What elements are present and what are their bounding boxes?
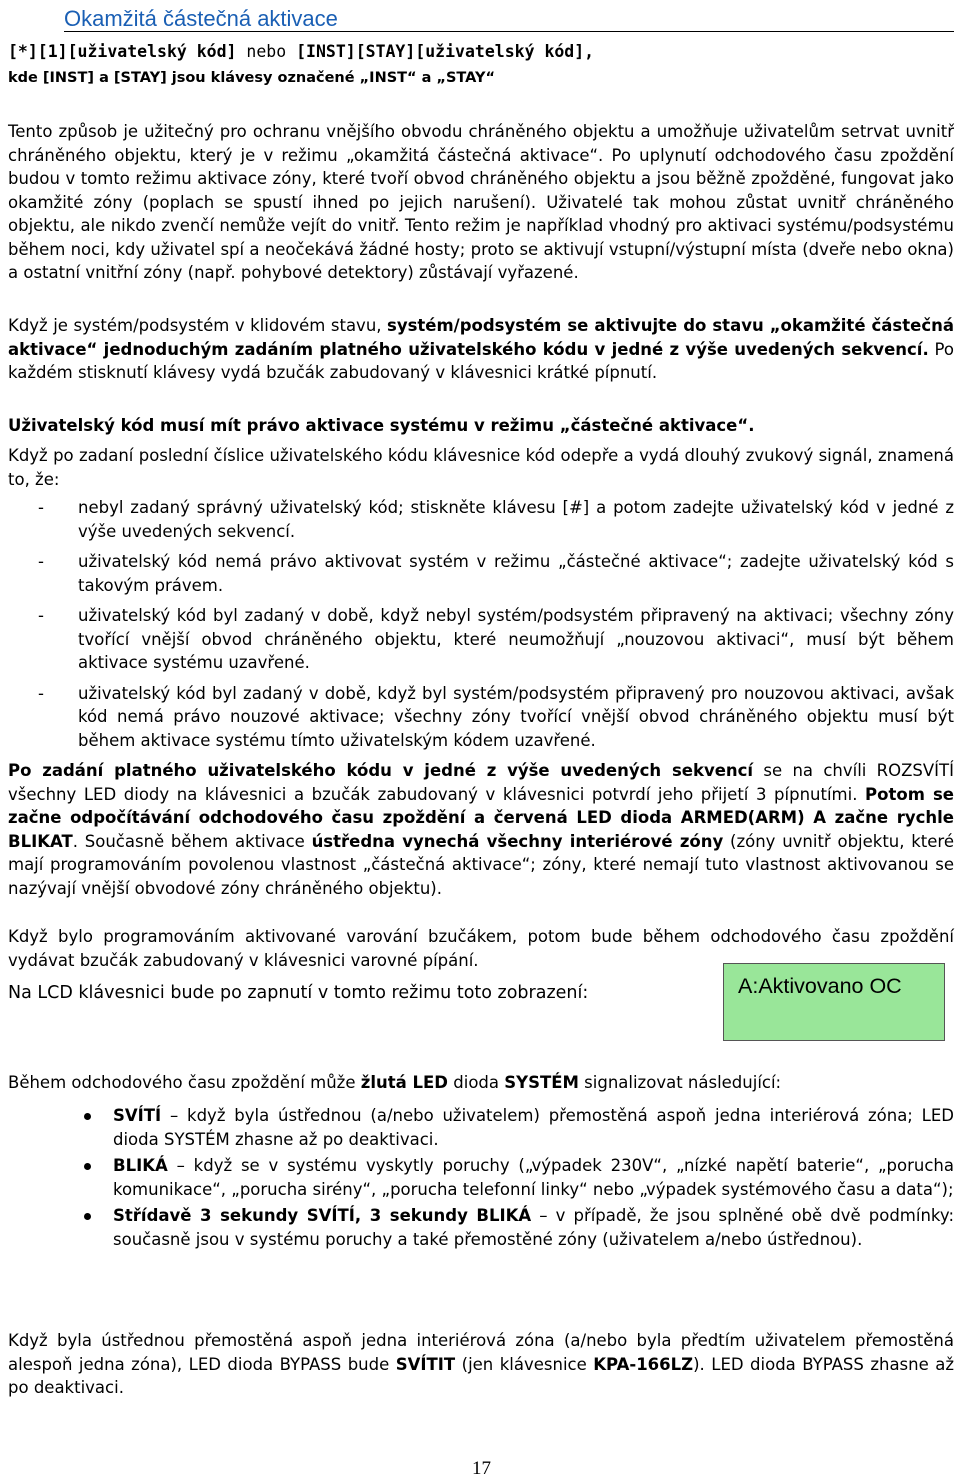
- activation-paragraph: [8, 314, 954, 385]
- list-item: [8, 604, 954, 675]
- confirmation-paragraph: [8, 759, 954, 900]
- rights-paragraph: [8, 414, 954, 438]
- bypass-text-a: Když byla ústřednou přemostěná aspoň jedna interiérová zóna (a/nebo byla předtím uživatelem přemostěná alespoň jedna zóna), LED dioda BYPASS bude: [8, 1331, 954, 1374]
- activation-text: [8, 314, 954, 385]
- lcd-display-text: A:Aktivovano OC: [738, 974, 902, 998]
- list-item: [8, 1204, 954, 1252]
- confirmation-text: [8, 759, 954, 900]
- led-system-bold-b: žlutá LED: [360, 1073, 449, 1092]
- list-item: [8, 550, 954, 597]
- led-system-text-c: dioda: [448, 1073, 505, 1092]
- list-item-text: uživatelský kód nemá právo aktivovat systém v režimu „částečné aktivace“; zadejte uživatelský kód s takovým právem.: [78, 552, 954, 595]
- bypass-text: [8, 1329, 954, 1400]
- lcd-display: [723, 963, 945, 1041]
- bullet-text: – když byla ústřednou (a/nebo uživatelem) přemostěná aspoň jedna interiérová zóna; LED dioda SYSTÉM zhasne až po deaktivaci.: [113, 1106, 954, 1149]
- intro-text: Tento způsob je užitečný pro ochranu vnějšího obvodu chráněného objektu a umožňuje uživatelům setrvat uvnitř chráněného objektu, který je v režimu „okamžitá částečná aktivace“. Po uplynutí odchodového času zpoždění budou v tomto režimu aktivace zóny, které tvoří obvod chráněného objektu a jsou běžně zpožděné, fungovat jako okamžité zóny (poplach se spustí ihned po jejich narušení). Uživatelé tak mohou zůstat uvnitř chráněného objektu, ale nikdo zvenčí nemůže vejít do vnitř. Tento režim je například vhodný pro aktivaci systému/podsystému během noci, kdy uživatel spí a neočekává žádné hosty; proto se aktivují vstupní/výstupní místa (dveře nebo okna) a ostatní vnitřní zóny (např. pohybové detektory) zůstávají vyřazené.: [8, 122, 954, 282]
- bullet-icon: [84, 1213, 91, 1220]
- list-item-text: uživatelský kód byl zadaný v době, když nebyl systém/podsystém připravený na aktivaci; všechny zóny tvořící vnější obvod chráněného objektu, které neumožňují „nouzovou aktivaci“, musí být během aktivace systému uzavřené.: [78, 606, 954, 672]
- bullet-bold: SVÍTÍ: [113, 1106, 162, 1125]
- led-system-text-e: signalizovat následující:: [578, 1073, 782, 1092]
- command-or: nebo: [236, 42, 297, 61]
- bullet-icon: [84, 1163, 91, 1170]
- command-seq-1: [*][1][uživatelský kód]: [8, 42, 237, 61]
- led-system-paragraph: [8, 1071, 954, 1095]
- page-number: 17: [472, 1458, 491, 1479]
- section-title: Okamžitá částečná aktivace: [64, 6, 338, 31]
- led-system-bold-d: SYSTÉM: [504, 1073, 579, 1092]
- command-sequence: [8, 42, 594, 61]
- command-seq-2: [INST][STAY][uživatelský kód],: [296, 42, 595, 61]
- confirmation-text-b: se na chvíli ROZSVÍTÍ všechny LED diody na klávesnici a bzučák zabudovaný v klávesnici potvrdí jeho přijetí 3 pípnutími.: [8, 761, 954, 804]
- keys-note: kde [INST] a [STAY] jsou klávesy označené „INST“ a „STAY“: [8, 70, 496, 86]
- rejection-paragraph: [8, 444, 954, 491]
- buzzer-text: Když bylo programováním aktivované varování bzučákem, potom bude během odchodového času zpoždění vydávat bzučák zabudovaný v klávesnici varovné pípání.: [8, 927, 954, 970]
- dash-marker: -: [38, 606, 44, 625]
- rights-text-bold: Uživatelský kód musí mít právo aktivace systému v režimu „částečné aktivace“.: [8, 416, 755, 435]
- dash-marker: -: [38, 498, 44, 517]
- list-item: [8, 682, 954, 753]
- bypass-text-c: (jen klávesnice: [455, 1354, 594, 1374]
- bullet-icon: [84, 1113, 91, 1120]
- heading-underline: [64, 31, 954, 32]
- bypass-bold-d: KPA-166LZ: [593, 1354, 694, 1374]
- intro-paragraph: [8, 120, 954, 285]
- bypass-text-e: ). LED dioda BYPASS zhasne až po deaktivaci.: [8, 1354, 954, 1397]
- rejection-reasons-list: [8, 496, 954, 759]
- led-states-list: [8, 1104, 954, 1254]
- bullet-text: – v případě, že jsou splněné obě dvě podmínky: současně jsou v systému poruchy a také přemostěné zóny (uživatelem a/nebo ústřednou).: [113, 1206, 954, 1249]
- rights-text: [8, 414, 954, 438]
- lcd-intro-text: Na LCD klávesnici bude po zapnutí v tomto režimu toto zobrazení:: [8, 983, 589, 1003]
- list-item: [8, 496, 954, 543]
- led-system-text: [8, 1071, 954, 1095]
- list-item: [8, 1104, 954, 1152]
- bullet-text: – když se v systému vyskytly poruchy („výpadek 230V“, „nízké napětí baterie“, „porucha komunikace“, „porucha sirény“, „porucha telefonní linky“ nebo „výpadek systémového času a data“);: [113, 1156, 954, 1199]
- led-system-text-a: Během odchodového času zpoždění může: [8, 1073, 361, 1092]
- dash-marker: -: [38, 683, 44, 703]
- bullet-bold: BLIKÁ: [113, 1156, 168, 1175]
- activation-text-a: Když je systém/podsystém v klidovém stavu,: [8, 316, 388, 335]
- dash-marker: -: [38, 552, 44, 571]
- confirmation-bold-c: Potom se začne odpočítávání odchodového času zpoždění a červená LED dioda ARMED(ARM) A začne rychle BLIKAT: [8, 784, 954, 851]
- section-heading-row: [8, 0, 954, 34]
- confirmation-text-d: . Současně během aktivace: [72, 831, 312, 851]
- confirmation-bold-a: Po zadání platného uživatelského kódu v jedné z výše uvedených sekvencí: [8, 761, 754, 780]
- confirmation-text-f: (zóny uvnitř objektu, které mají programováním povolenou vlastnost „částečná aktivace“; zóny, které nemají tuto vlastnost aktivovanou se nazývají vnější obvodové zóny chráněného objektu).: [8, 831, 954, 898]
- list-item-text: uživatelský kód byl zadaný v době, když byl systém/podsystém připravený pro nouzovou aktivaci, avšak kód nemá právo nouzové aktivace; všechny zóny tvořící vnější obvod chráněného objektu musí být během aktivace systému tímto uživatelským kódem uzavřené.: [78, 683, 954, 750]
- bypass-paragraph: [8, 1329, 954, 1400]
- list-item: [8, 1154, 954, 1202]
- confirmation-bold-e: ústředna vynechá všechny interiérové zóny: [311, 831, 724, 851]
- rejection-text: Když po zadaní poslední číslice uživatelského kódu klávesnice kód odepře a vydá dlouhý zvukový signál, znamená to, že:: [8, 446, 954, 489]
- list-item-text: nebyl zadaný správný uživatelský kód; stiskněte klávesu [#] a potom zadejte uživatelský kód v jedné z výše uvedených sekvencí.: [78, 498, 954, 541]
- bullet-bold: Střídavě 3 sekundy SVÍTÍ, 3 sekundy BLIKÁ: [113, 1206, 532, 1225]
- bypass-bold-b: SVÍTIT: [395, 1354, 456, 1374]
- activation-text-c: Po každém stisknutí klávesy vydá bzučák zabudovaný v klávesnici krátké pípnutí.: [8, 339, 954, 382]
- activation-text-bold: systém/podsystém se aktivujte do stavu „okamžité částečná aktivace“ jednoduchým zadáním platného uživatelského kódu v jedné z výše uvedených sekvencí.: [8, 316, 954, 359]
